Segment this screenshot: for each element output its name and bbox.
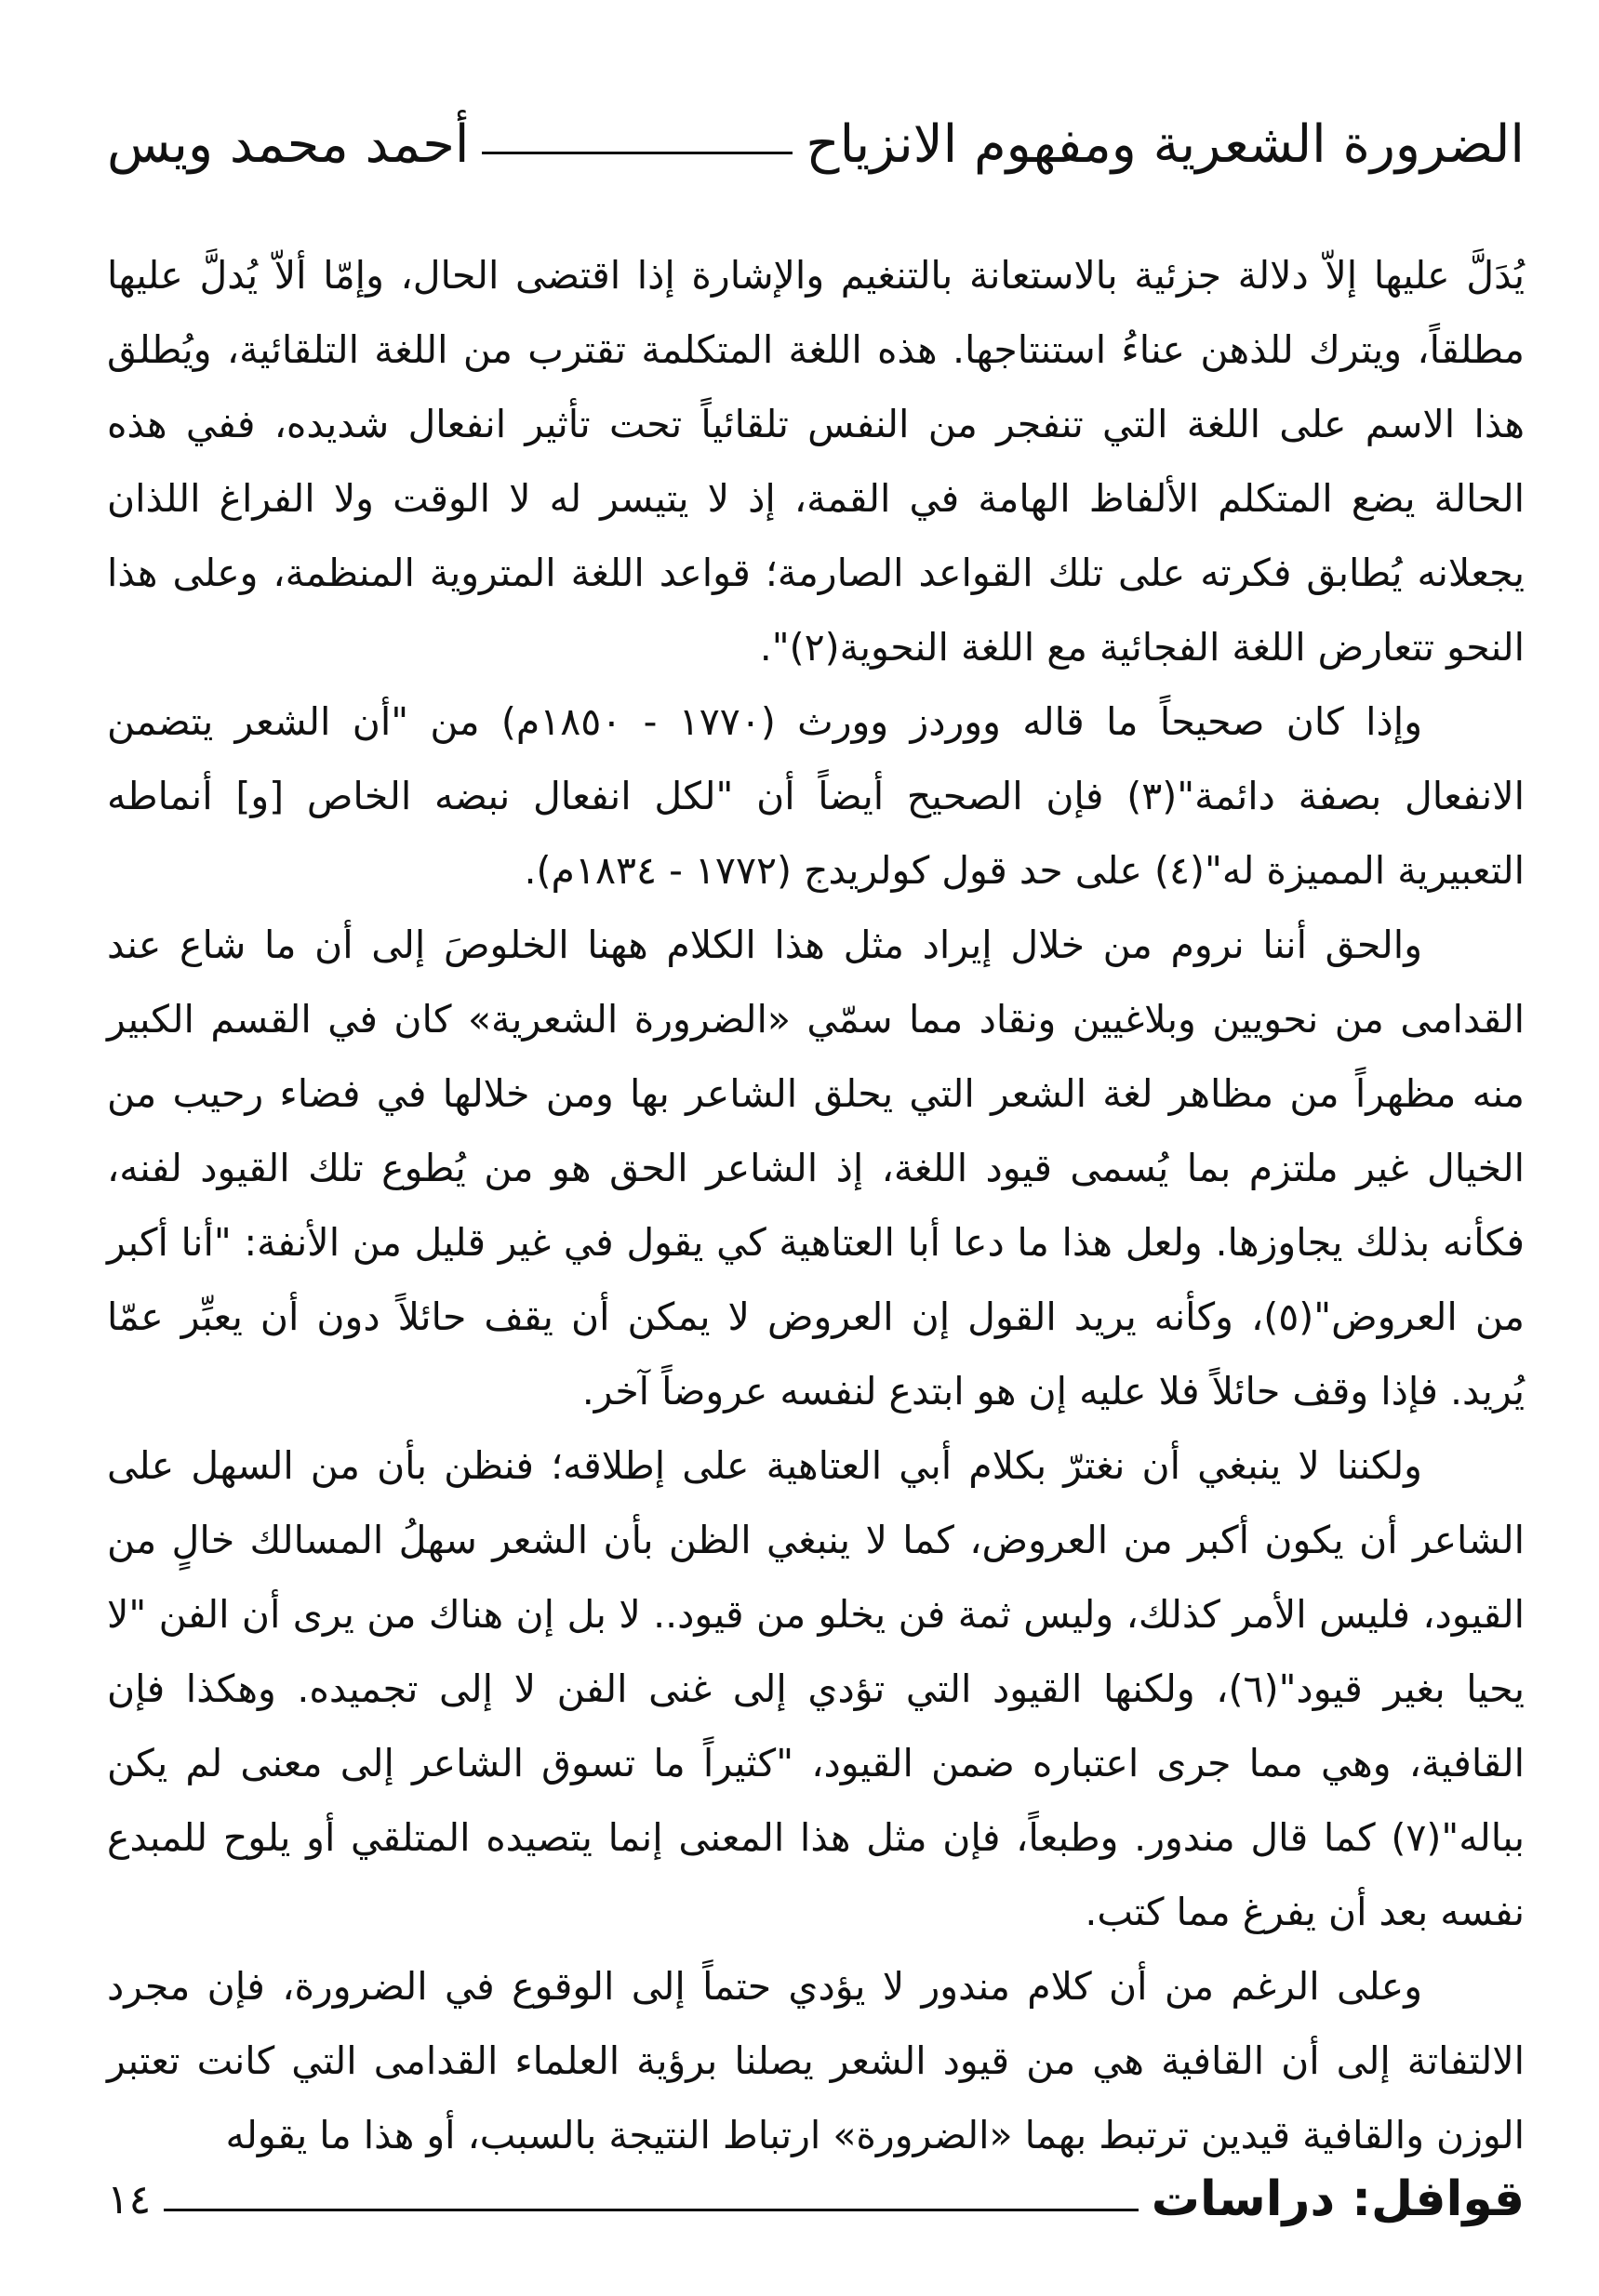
page-number: ١٤ bbox=[107, 2175, 152, 2223]
body-text bbox=[107, 238, 1525, 2172]
author-name: أحمد محمد ويس bbox=[107, 113, 470, 175]
paragraph-5: وعلى الرغم من أن كلام مندور لا يؤدي حتماً إلى الوقوع في الضرورة، فإن مجرد الالتفاتة إلى أن القافية هي من قيود الشعر يصلنا برؤية العلماء القدامى التي كانت تعتبر الوزن والقافية قيدين ترتبط بهما «الضرورة» ارتباط النتيجة بالسبب، أو هذا ما يقوله bbox=[107, 1964, 1525, 2157]
running-header bbox=[107, 102, 1525, 186]
paragraph-1: يُدَلَّ عليها إلاّ دلالة جزئية بالاستعانة بالتنغيم والإشارة إذا اقتضى الحال، وإمّا ألاّ يُدلَّ عليها مطلقاً، ويترك للذهن عناءُ استنتاجها. هذه اللغة المتكلمة تقترب من اللغة التلقائية، ويُطلق هذا الاسم على اللغة التي تنفجر من النفس تلقائياً تحت تأثير انفعال شديده، ففي هذه الحالة يضع المتكلم الألفاظ الهامة في القمة، إذ لا يتيسر له لا الوقت ولا الفراغ اللذان يجعلانه يُطابق فكرته على تلك القواعد الصارمة؛ قواعد اللغة المتروية المنظمة، وعلى هذا النحو تتعارض اللغة الفجائية مع اللغة النحوية(٢)". bbox=[107, 253, 1525, 670]
running-footer bbox=[107, 2157, 1525, 2241]
footer-rule bbox=[164, 2209, 1139, 2211]
paragraph-2: وإذا كان صحيحاً ما قاله ووردز وورث (١٧٧٠ - ١٨٥٠م) من "أن الشعر يتضمن الانفعال بصفة دائمة"(٣) فإن الصحيح أيضاً أن "لكل انفعال نبضه الخاص [و] أنماطه التعبيرية المميزة له"(٤) على حد قول كولريدج (١٧٧٢ - ١٨٣٤م). bbox=[107, 699, 1525, 893]
header-rule bbox=[482, 152, 793, 154]
article-title: الضرورة الشعرية ومفهوم الانزياح bbox=[806, 113, 1525, 175]
journal-name: قوافل: دراسات bbox=[1151, 2171, 1525, 2227]
paragraph-4: ولكننا لا ينبغي أن نغترّ بكلام أبي العتاهية على إطلاقه؛ فنظن بأن من السهل على الشاعر أن يكون أكبر من العروض، كما لا ينبغي الظن بأن الشعر سهلُ المسالك خالٍ من القيود، فليس الأمر كذلك، وليس ثمة فن يخلو من قيود.. لا بل إن هناك من يرى أن الفن "لا يحيا بغير قيود"(٦)، ولكنها القيود التي تؤدي إلى غنى الفن لا إلى تجميده. وهكذا فإن القافية، وهي مما جرى اعتباره ضمن القيود، "كثيراً ما تسوق الشاعر إلى معنى لم يكن بباله"(٧) كما قال مندور. وطبعاً، فإن مثل هذا المعنى إنما يتصيده المتلقي أو يلوح للمبدع نفسه بعد أن يفرغ مما كتب. bbox=[107, 1443, 1525, 1934]
paragraph-3: والحق أننا نروم من خلال إيراد مثل هذا الكلام ههنا الخلوصَ إلى أن ما شاع عند القدامى من نحويين وبلاغيين ونقاد مما سمّي «الضرورة الشعرية» كان في القسم الكبير منه مظهراً من مظاهر لغة الشعر التي يحلق الشاعر بها ومن خلالها في فضاء رحيب من الخيال غير ملتزم بما يُسمى قيود اللغة، إذ الشاعر الحق هو من يُطوع تلك القيود لفنه، فكأنه بذلك يجاوزها. ولعل هذا ما دعا أبا العتاهية كي يقول في غير قليل من الأنفة: "أنا أكبر من العروض"(٥)، وكأنه يريد القول إن العروض لا يمكن أن يقف حائلاً دون أن يعبِّر عمّا يُريد. فإذا وقف حائلاً فلا عليه إن هو ابتدع لنفسه عروضاً آخر. bbox=[107, 922, 1525, 1413]
